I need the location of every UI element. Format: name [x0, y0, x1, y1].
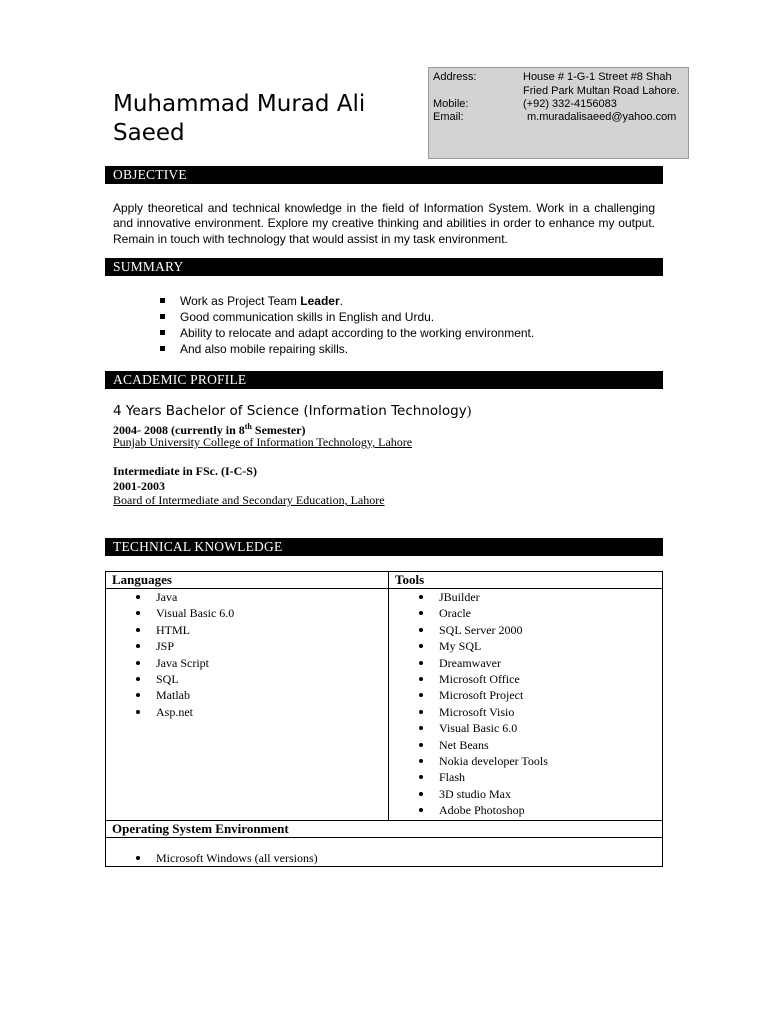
degree1-title: 4 Years Bachelor of Science (Information Technology)	[113, 403, 472, 419]
list-item: Adobe Photoshop	[439, 802, 662, 818]
objective-heading: OBJECTIVE	[105, 166, 663, 184]
bullet-square-icon	[160, 314, 165, 319]
degree2-years: 2001-2003	[113, 479, 165, 493]
bullet-dot-icon	[136, 661, 140, 665]
bullet-dot-icon	[419, 792, 423, 796]
bullet-dot-icon	[419, 743, 423, 747]
list-item: Nokia developer Tools	[439, 753, 662, 769]
bullet-square-icon	[160, 330, 165, 335]
bullet-dot-icon	[136, 595, 140, 599]
contact-box	[428, 67, 689, 159]
languages-list	[106, 589, 388, 720]
bullet-square-icon	[160, 346, 165, 351]
list-item: 3D studio Max	[439, 786, 662, 802]
email-label: Email:	[433, 111, 464, 123]
list-item: Microsoft Project	[439, 687, 662, 703]
list-item: JSP	[156, 638, 388, 654]
academic-heading: ACADEMIC PROFILE	[105, 371, 663, 389]
os-header: Operating System Environment	[106, 820, 663, 837]
bullet-dot-icon	[419, 759, 423, 763]
bullet-dot-icon	[136, 644, 140, 648]
bullet-dot-icon	[136, 628, 140, 632]
list-item: JBuilder	[439, 589, 662, 605]
bullet-dot-icon	[419, 775, 423, 779]
tools-list	[389, 589, 662, 820]
list-item: HTML	[156, 622, 388, 638]
candidate-name	[113, 90, 413, 148]
list-item: My SQL	[439, 638, 662, 654]
technical-heading: TECHNICAL KNOWLEDGE	[105, 538, 663, 556]
mobile-value: (+92) 332-4156083	[523, 98, 617, 110]
bullet-dot-icon	[419, 595, 423, 599]
technical-table	[105, 571, 663, 867]
bullet-dot-icon	[419, 644, 423, 648]
tools-cell	[389, 589, 663, 821]
bullet-dot-icon	[136, 677, 140, 681]
list-item: SQL Server 2000	[439, 622, 662, 638]
address-label: Address:	[433, 71, 477, 83]
summary-item: And also mobile repairing skills.	[160, 341, 534, 357]
list-item: Dreamwaver	[439, 655, 662, 671]
bullet-dot-icon	[419, 628, 423, 632]
address-line1: House # 1-G-1 Street #8 Shah	[523, 71, 672, 83]
list-item: Matlab	[156, 687, 388, 703]
list-item: Flash	[439, 769, 662, 785]
list-item: Microsoft Visio	[439, 704, 662, 720]
list-item: Java Script	[156, 655, 388, 671]
degree2-title: Intermediate in FSc. (I-C-S)	[113, 464, 257, 478]
list-item: Java	[156, 589, 388, 605]
list-item: Microsoft Windows (all versions)	[156, 850, 662, 866]
bullet-dot-icon	[419, 661, 423, 665]
list-item: Microsoft Office	[439, 671, 662, 687]
list-item: Net Beans	[439, 737, 662, 753]
degree1-institute: Punjab University College of Information Technology, Lahore	[113, 435, 413, 449]
summary-item: Ability to relocate and adapt according to the working environment.	[160, 325, 534, 341]
summary-item: Good communication skills in English and Urdu.	[160, 309, 534, 325]
degree1-years: 2004- 2008 (currently in 8th Semester)	[113, 422, 306, 437]
objective-text: Apply theoretical and technical knowledge in the field of Information System. Work in a challenging and innovative environment. Explore my creative thinking and abilities in order to enhance my output. Remain in touch with technology that would assist in my task environment.	[113, 201, 655, 246]
bullet-dot-icon	[136, 710, 140, 714]
bullet-dot-icon	[419, 693, 423, 697]
name-line-2: Saeed	[113, 120, 185, 146]
bullet-dot-icon	[136, 856, 140, 860]
bullet-dot-icon	[136, 693, 140, 697]
summary-item: Work as Project Team Leader.	[160, 293, 534, 309]
bullet-dot-icon	[419, 710, 423, 714]
address-line2: Fried Park Multan Road Lahore.	[523, 85, 680, 97]
bullet-dot-icon	[419, 808, 423, 812]
list-item: Visual Basic 6.0	[439, 720, 662, 736]
bullet-dot-icon	[419, 611, 423, 615]
tools-header: Tools	[389, 572, 663, 589]
name-line-1: Muhammad Murad Ali	[113, 91, 366, 117]
mobile-label: Mobile:	[433, 98, 469, 110]
list-item: SQL	[156, 671, 388, 687]
bullet-square-icon	[160, 298, 165, 303]
bullet-dot-icon	[419, 726, 423, 730]
list-item: Visual Basic 6.0	[156, 605, 388, 621]
list-item: Oracle	[439, 605, 662, 621]
os-cell	[106, 837, 663, 866]
list-item: Asp.net	[156, 704, 388, 720]
os-list	[106, 850, 662, 866]
summary-list	[160, 293, 534, 357]
email-value: m.muradalisaeed@yahoo.com	[527, 111, 677, 123]
degree2-institute: Board of Intermediate and Secondary Education, Lahore	[113, 493, 385, 507]
summary-heading: SUMMARY	[105, 258, 663, 276]
bullet-dot-icon	[419, 677, 423, 681]
languages-cell	[106, 589, 389, 821]
bullet-dot-icon	[136, 611, 140, 615]
languages-header: Languages	[106, 572, 389, 589]
